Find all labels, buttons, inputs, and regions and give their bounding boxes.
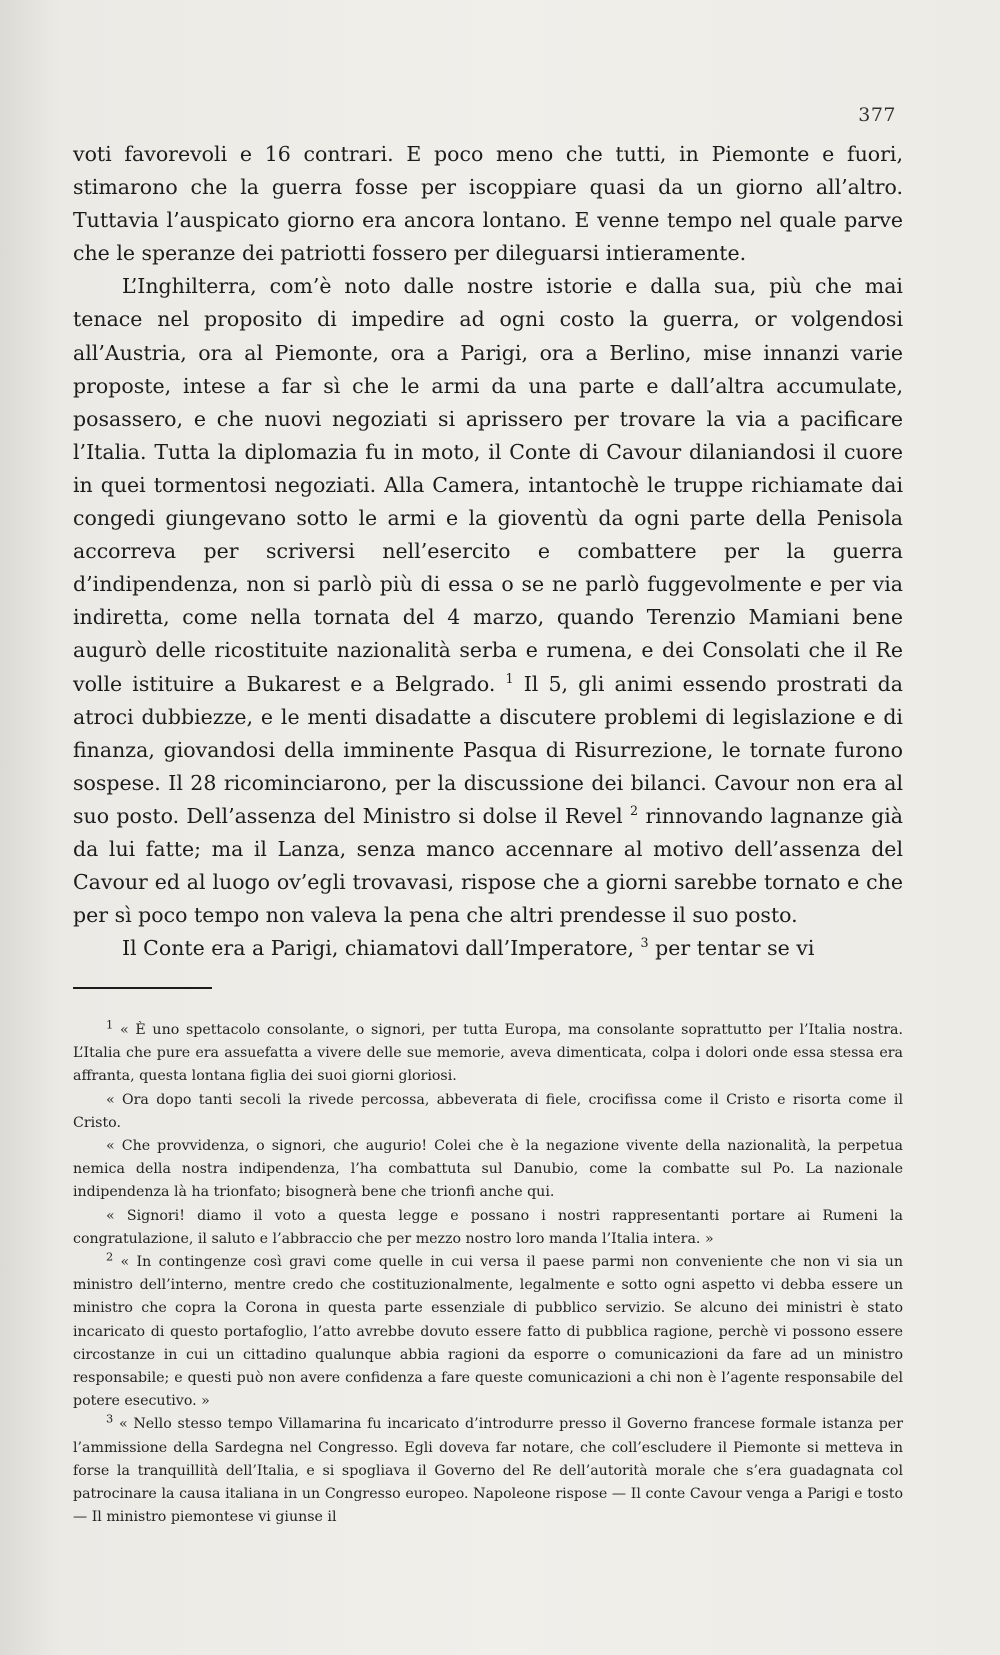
footnote-marker: 1 [106, 1017, 114, 1032]
footnote [73, 1205, 903, 1251]
text-run: « Che provvidenza, o signori, che augurio! Colei che è la negazione vivente della nazionalità, la perpetua nemica della nostra indipendenza, l’ha combattuta sul Danubio, come la combatte sul Po. La nazionale indipendenza là ha trionfato; bisognerà bene che trionfi anche qui. [73, 1138, 903, 1201]
text-run: Il 5, gli animi essendo prostrati da atroci dubbiezze, e le menti disadatte a discutere problemi di legislazione e di finanza, giovandosi della imminente Pasqua di Risurrezione, le tornate furono sospese. Il 28 ricominciarono, per la discussione dei bilanci. Cavour non era al suo posto. Dell’assenza del Ministro si dolse il Revel [73, 671, 903, 828]
paragraph [73, 138, 903, 270]
footnote [73, 1089, 903, 1135]
text-run: « In contingenze così gravi come quelle in cui versa il paese parmi non conveniente che non vi sia un ministro dell’interno, mentre credo che costituzionalmente, legalmente e sotto ogni aspetto vi debba essere un ministro che copra la Corona in questa parte essenziale di pubblico servizio. Se alcuno dei ministri è stato incaricato di questo portafoglio, l’atto avrebbe dovuto essere fatto di pubblica ragione, perchè vi possono essere circostanze in cui un cittadino qualunque abbia ragioni da esporre o comunicazioni da fare ad un ministro responsabile; e questi può non avere confidenza a fare queste comunicazioni a chi non è l’agente responsabile del potere esecutivo. » [73, 1254, 903, 1410]
main-text [73, 138, 903, 965]
footnote [73, 1019, 903, 1089]
footnote-marker: 1 [505, 670, 514, 686]
text-run: « Nello stesso tempo Villamarina fu incaricato d’introdurre presso il Governo francese formale istanza per l’ammissione della Sardegna nel Congresso. Egli doveva far notare, che coll’escludere il Piemonte si metteva in forse la tranquillità dell’Italia, e si spogliava il Governo del Re dell’autorità morale che s’era guadagnata col patrocinare la causa italiana in un Congresso europeo. Napoleone rispose — Il conte Cavour venga a Parigi e tosto — Il ministro piemontese vi giunse il [73, 1416, 903, 1526]
footnote-marker: 2 [630, 803, 639, 819]
footnote-marker: 3 [640, 935, 649, 951]
text-run: Il Conte era a Parigi, chiamatovi dall’Imperatore, [122, 936, 641, 961]
page-number: 377 [858, 104, 896, 126]
footnote-marker: 2 [106, 1249, 114, 1264]
text-run: « Signori! diamo il voto a questa legge e possano i nostri rappresentanti portare ai Rumeni la congratulazione, il saluto e l’abbraccio che per mezzo nostro loro manda l’Italia intera. » [73, 1207, 903, 1247]
paragraph [73, 932, 903, 965]
footnote [73, 1135, 903, 1205]
text-run: rinnovando lagnanze già da lui fatte; ma il Lanza, senza manco accennare al motivo dell’assenza del Cavour ed al luogo ov’egli trovavasi, rispose che a giorni sarebbe tornato e che per sì poco tempo non valeva la pena che altri prendesse il suo posto. [73, 803, 903, 928]
text-run: voti favorevoli e 16 contrari. E poco meno che tutti, in Piemonte e fuori, stimarono che la guerra fosse per iscoppiare quasi da un giorno all’altro. Tuttavia l’auspicato giorno era ancora lontano. E venne tempo nel quale parve che le speranze dei patriotti fossero per dileguarsi intieramente. [73, 142, 903, 266]
text-run: « Ora dopo tanti secoli la rivede percossa, abbeverata di fiele, crocifissa come il Cristo e risorta come il Cristo. [73, 1091, 903, 1131]
text-run: per tentar se vi [648, 936, 815, 961]
footnote-separator [73, 987, 212, 989]
text-run: L’Inghilterra, com’è noto dalle nostre istorie e dalla sua, più che mai tenace nel proposito di impedire ad ogni costo la guerra, or volgendosi all’Austria, ora al Piemonte, ora a Parigi, ora a Berlino, mise innanzi varie proposte, intese a far sì che le armi da una parte e dall’altra accumulate, posassero, e che nuovi negoziati si aprissero per trovare la via a pacificare l’Italia. Tutta la diplomazia fu in moto, il Conte di Cavour dilaniandosi il cuore in quei tormentosi negoziati. Alla Camera, intantochè le truppe richiamate dai congedi giungevano sotto le armi e la gioventù da ogni parte della Penisola accorreva per scriversi nell’esercito e combattere per la guerra d’indipendenza, non si parlò più di essa o se ne parlò fuggevolmente e per via indiretta, come nella tornata del 4 marzo, quando Terenzio Mamiani bene augurò delle ricostituite nazionalità serba e rumena, e dei Consolati che il Re volle istituire a Bukarest e a Belgrado. [73, 274, 903, 696]
footnote-marker: 3 [106, 1411, 114, 1426]
footnote [73, 1413, 903, 1529]
text-run: « È uno spettacolo consolante, o signori, per tutta Europa, ma consolante soprattutto per l’Italia nostra. L’Italia che pure era assuefatta a vivere delle sue memorie, aveva dimenticata, colpa i dolori onde essa stessa era affranta, questa lontana figlia dei suoi giorni gloriosi. [73, 1022, 903, 1085]
footnote [73, 1251, 903, 1413]
paragraph [73, 270, 903, 932]
footnotes [73, 1019, 903, 1529]
